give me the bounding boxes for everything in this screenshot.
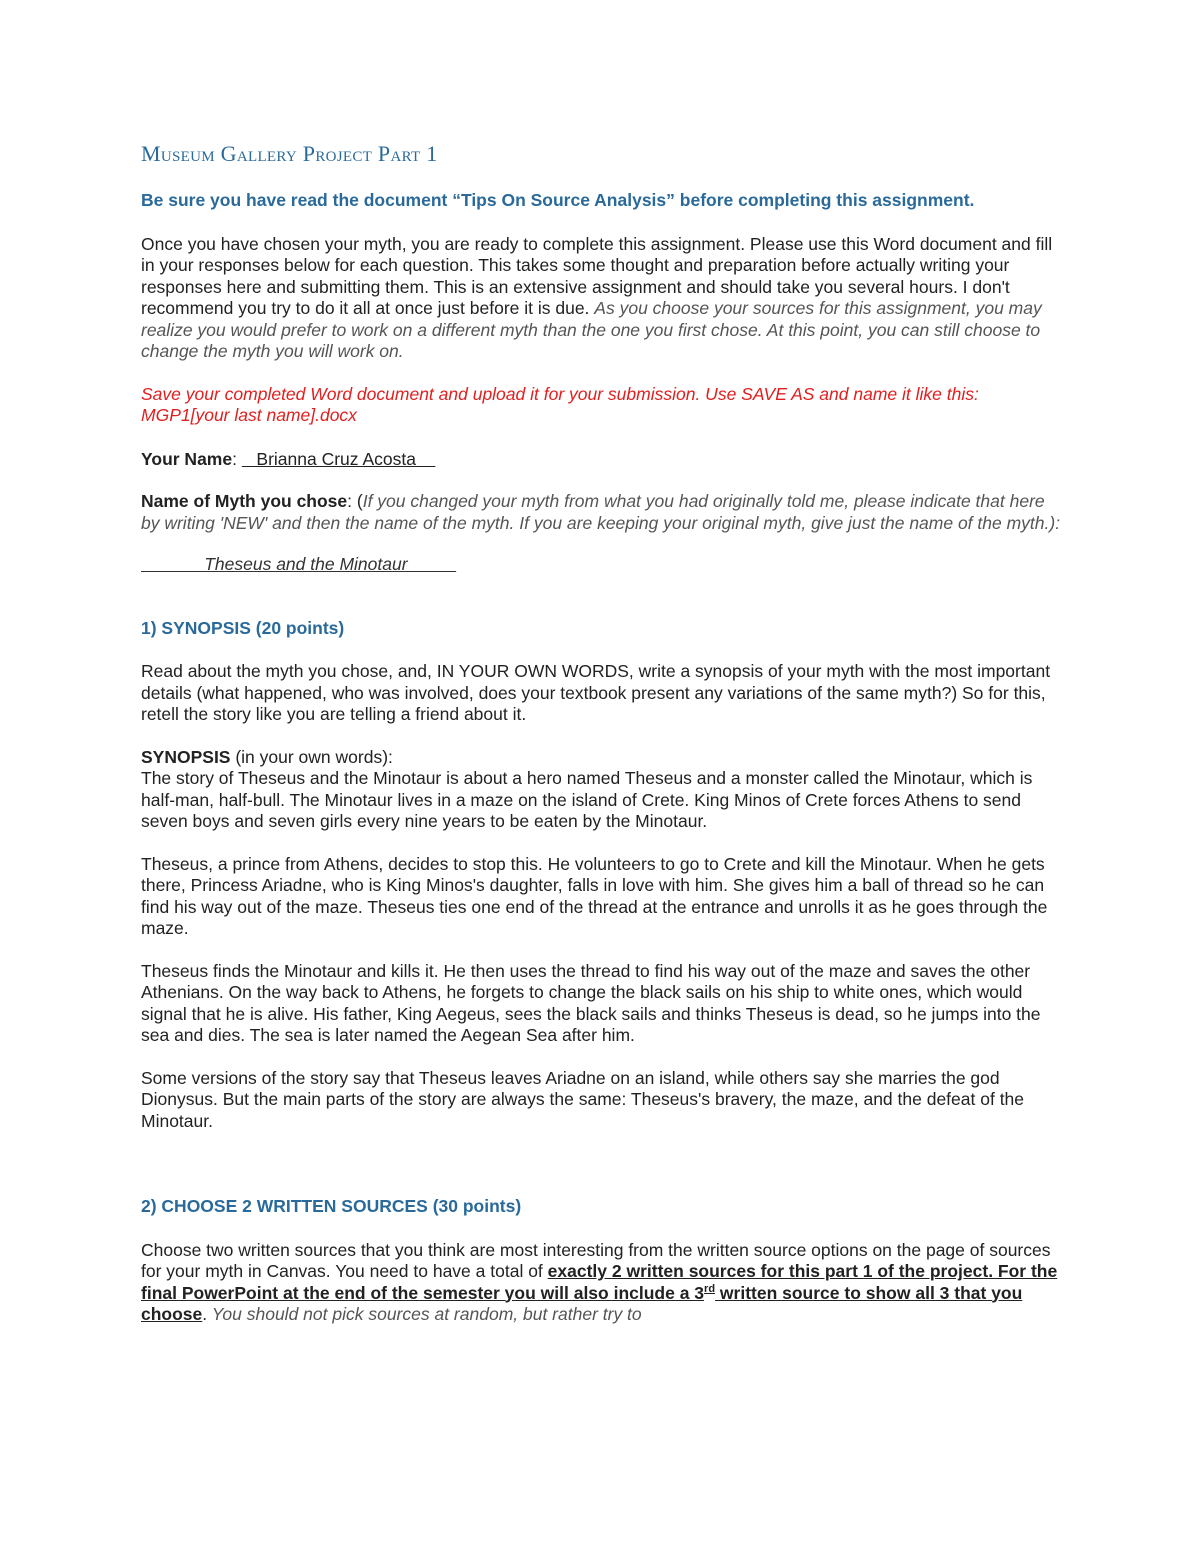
section2-period: . [202,1304,208,1324]
synopsis-label-rest: (in your own words): [230,746,393,767]
section2-heading: 2) CHOOSE 2 WRITTEN SOURCES (30 points) [141,1196,522,1216]
myth-answer [141,554,1061,576]
synopsis-label [141,747,1061,769]
name-colon: : [232,448,242,469]
document-page [141,140,1061,1347]
myth-value[interactable]: Theseus and the Minotaur [141,554,457,574]
myth-field [141,491,1061,534]
synopsis-paragraph-1[interactable]: The story of Theseus and the Minotaur is about a hero named Theseus and a monster called the Minotaur, which is half-man, half-bull. The Minotaur lives in a maze on the island of Crete. King Minos of Crete forces Athens to send seven boys and seven girls every nine years to be eaten by the Minotaur. [141,768,1033,831]
myth-instructions: If you changed your myth from what you had originally told me, please indicate that here by writing 'NEW' and then the name of the myth. If you are keeping your original myth, give just the name of the myth.): [141,491,1061,533]
synopsis-paragraph-2[interactable]: Theseus, a prince from Athens, decides to stop this. He volunteers to go to Crete and kill the Minotaur. When he gets there, Princess Ariadne, who is King Minos's daughter, falls in love with him. She gives him a ball of thread so he can find his way out of the maze. Theseus ties one end of the thread at the entrance and unrolls it as he goes through the maze. [141,853,1048,938]
document-title: Museum Gallery Project Part 1 [141,141,438,166]
section2-sup: rd [704,1282,716,1295]
name-value[interactable]: Brianna Cruz Acosta [241,448,436,469]
section2-paragraph [141,1240,1061,1326]
intro-text: Once you have chosen your myth, you are ready to complete this assignment. Please use this Word document and fill in your responses below for each question. This takes some thought and preparation before actually writing your responses here and submitting them. This is an extensive assignment and should take you several hours. I don't recommend you try to do it all at once just before it is due. [141,233,1053,318]
myth-label: Name of Myth you chose [141,491,348,511]
section2-bold-b: written source to show all 3 that you choose [141,1282,1023,1324]
section2-italic-tail: You should not pick sources at random, but rather try to [207,1304,642,1324]
lead-instruction: Be sure you have read the document “Tips On Source Analysis” before completing this assignment. [141,190,975,210]
myth-colon: : ( [347,491,363,511]
synopsis-paragraph-4[interactable]: Some versions of the story say that Theseus leaves Ariadne on an island, while others say she marries the god Dionysus. But the main parts of the story are always the same: Theseus's bravery, the maze, and the defeat of the Minotaur. [141,1067,1025,1131]
intro-paragraph [141,234,1061,363]
save-note: Save your completed Word document and upload it for your submission. Use SAVE AS and name it like this: MGP1[your last name].docx [141,383,979,425]
synopsis-label-bold: SYNOPSIS [141,746,231,767]
synopsis-paragraph-3[interactable]: Theseus finds the Minotaur and kills it. He then uses the thread to find his way out of the maze and saves the other Athenians. On the way back to Athens, he forgets to change the black sails on his ship to white ones, which would signal that he is alive. His father, King Aegeus, sees the black sails and thinks Theseus is dead, so he jumps into the sea and dies. The sea is later named the Aegean Sea after him. [141,960,1041,1045]
intro-italic: As you choose your sources for this assignment, you may realize you would prefer to work on a different myth than the one you first chose. At this point, you can still choose to change the myth you will work on. [141,298,1042,361]
section2-text: Choose two written sources that you think are most interesting from the written source options on the page of sources for your myth in Canvas. You need to have a total of [141,1239,1051,1281]
name-field [141,449,1061,471]
name-label: Your Name [141,448,233,469]
section1-prompt: Read about the myth you chose, and, IN YOUR OWN WORDS, write a synopsis of your myth with the most important details (what happened, who was involved, does your textbook present any variations of the same myth?) So for this, retell the story like you are telling a friend about it. [141,661,1051,724]
section2-bold-a: exactly 2 written sources for this part 1 of the project. For the final PowerPoint at the end of the semester you will also include a 3 [141,1261,1058,1303]
section1-heading: 1) SYNOPSIS (20 points) [141,617,345,638]
